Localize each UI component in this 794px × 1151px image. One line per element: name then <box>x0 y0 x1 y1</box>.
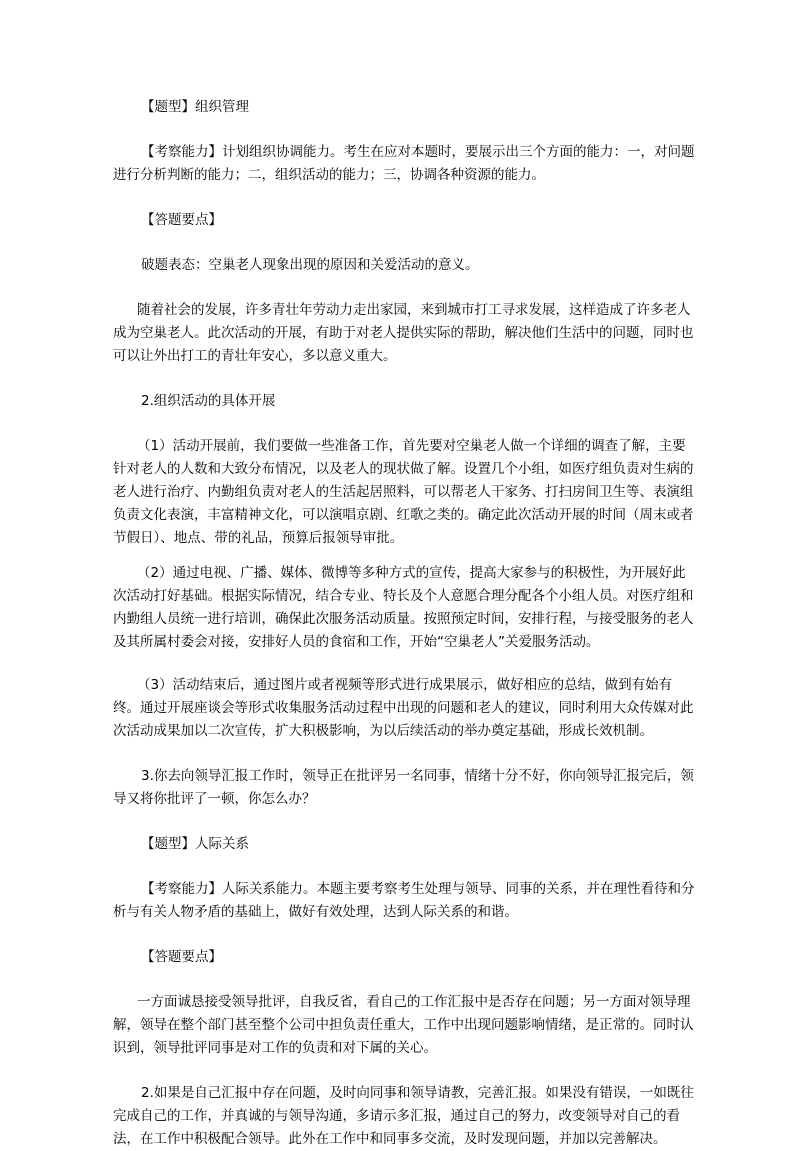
question-type-interpersonal: 【题型】人际关系 <box>141 836 249 852</box>
question-type-organization: 【题型】组织管理 <box>141 99 249 115</box>
key-points-heading-2: 【答题要点】 <box>141 949 222 965</box>
point-breaking-statement: 破题表态：空巢老人现象出现的原因和关爱活动的意义。 <box>141 257 479 273</box>
activity-step-1: （1）活动开展前，我们要做一些准备工作，首先要对空巢老人做一个详细的调查了解，主要针对老人的人数和大致分布情况，以及老人的现状做了解。设置几个小组，如医疗组负责对生病的老人进行治疗、内勤组负责对老人的生活起居照料，可以帮老人干家务、打扫房间卫生等、表演组负责文化表演，丰富精神文化，可以演唱京剧、红歌之类的。确定此次活动开展的时间（周末或者节假日）、地点、带的礼品，预算后报领导审批。 <box>113 438 694 546</box>
ability-organization: 【考察能力】计划组织协调能力。考生在应对本题时，要展示出三个方面的能力：一，对问题进行分析判断的能力；二，组织活动的能力；三，协调各种资源的能力。 <box>113 144 695 183</box>
key-points-heading-1: 【答题要点】 <box>141 212 222 228</box>
point-background: 随着社会的发展，许多青壮年劳动力走出家园，来到城市打工寻求发展，这样造成了许多老人成为空巢老人。此次活动的开展，有助于对老人提供实际的帮助，解决他们生活中的问题，同时也可以让外出打工的青壮年安心，多以意义重大。 <box>113 302 694 364</box>
document-page <box>113 96 696 1151</box>
interpersonal-point-2: 2.如果是自己汇报中存在问题，及时向同事和领导请教，完善汇报。如果没有错误，一如既往完成自己的工作，并真诚的与领导沟通，多请示多汇报，通过自己的努力，改变领导对自己的看法，在工作中积极配合领导。此外在工作中和同事多交流，及时发现问题，并加以完善解决。 <box>113 1085 694 1147</box>
interpersonal-point-1: 一方面诚恳接受领导批评，自我反省，看自己的工作汇报中是否存在问题；另一方面对领导理解，领导在整个部门甚至整个公司中担负责任重大，工作中出现问题影响情绪，是正常的。同时认识到，领导批评同事是对工作的负责和对下属的关心。 <box>113 994 694 1056</box>
point-2-heading: 2.组织活动的具体开展 <box>141 393 276 409</box>
activity-step-3: （3）活动结束后，通过图片或者视频等形式进行成果展示，做好相应的总结，做到有始有终。通过开展座谈会等形式收集服务活动过程中出现的问题和老人的建议，同时利用大众传媒对此次活动成果加以二次宣传，扩大积极影响，为以后续活动的举办奠定基础，形成长效机制。 <box>113 677 694 739</box>
ability-interpersonal: 【考察能力】人际关系能力。本题主要考察考生处理与领导、同事的关系，并在理性看待和分析与有关人物矛盾的基础上，做好有效处理，达到人际关系的和谐。 <box>113 881 695 920</box>
question-3: 3.你去向领导汇报工作时，领导正在批评另一名同事，情绪十分不好，你向领导汇报完后，领导又将你批评了一顿，你怎么办？ <box>113 768 694 807</box>
activity-step-2: （2）通过电视、广播、媒体、微博等多种方式的宣传，提高大家参与的积极性，为开展好此次活动打好基础。根据实际情况，结合专业、特长及个人意愿合理分配各个小组人员。对医疗组和内勤组人员统一进行培训，确保此次服务活动质量。按照预定时间，安排行程，与接受服务的老人及其所属村委会对接，安排好人员的食宿和工作，开始“空巢老人”关爱服务活动。 <box>113 565 694 650</box>
